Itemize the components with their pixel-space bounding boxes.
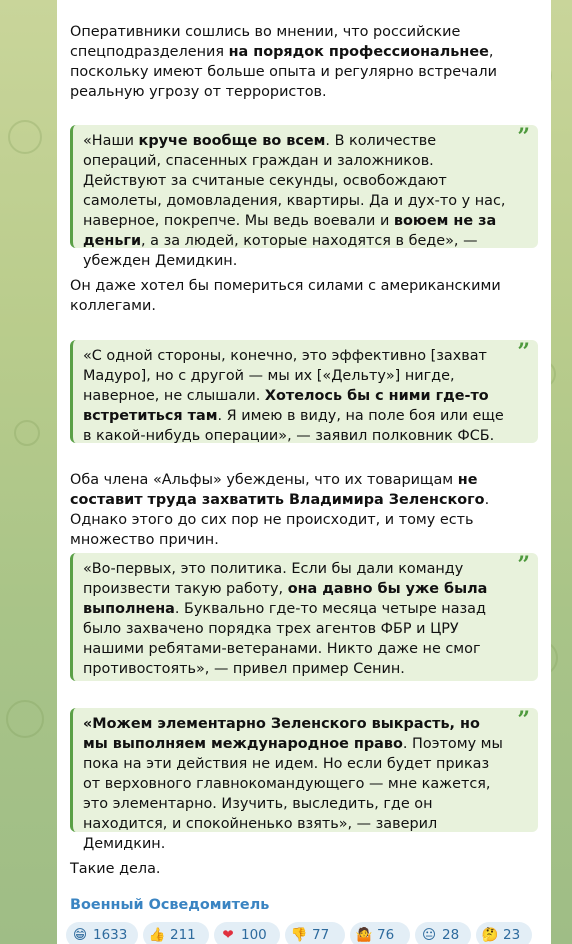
- heart-icon: ❤: [222, 927, 234, 943]
- bold-text: на порядок профессиональнее: [228, 44, 489, 60]
- reactions-bar: [70, 922, 550, 944]
- bold-text: не составит труда захватить Владимира Зеленского: [70, 472, 485, 508]
- reaction-count: 76: [377, 927, 395, 943]
- background-doodle: [6, 700, 44, 738]
- text: . Однако этого до сих пор не происходит, и тому есть множество причин.: [70, 492, 490, 548]
- reaction-thumbs-down[interactable]: [285, 922, 345, 944]
- grinning-face-icon: 😁: [72, 927, 88, 943]
- quote-icon: ”: [517, 552, 530, 578]
- bold-text: она давно бы уже была выполнена: [83, 581, 488, 617]
- message-card: [57, 0, 551, 944]
- quote-icon: ”: [517, 124, 530, 150]
- shrug-icon: 🤷: [355, 927, 373, 943]
- reaction-count: 28: [442, 927, 460, 943]
- reaction-count: 100: [241, 927, 267, 943]
- neutral-face-icon: 😐: [421, 927, 437, 943]
- quote-icon: ”: [517, 707, 530, 733]
- text: Оперативники сошлись во мнении, что российские спецподразделения: [70, 24, 461, 60]
- reaction-heart[interactable]: [214, 922, 280, 944]
- reaction-laugh[interactable]: [66, 922, 138, 944]
- reaction-neutral[interactable]: [415, 922, 471, 944]
- text: Оба члена «Альфы» убеждены, что их товарищам: [70, 472, 458, 488]
- bold-text: воюем не за деньги: [83, 213, 497, 249]
- reaction-shrug[interactable]: [350, 922, 410, 944]
- text: . Поэтому мы пока на эти действия не идем. Но если будет приказ от верховного главнокомандующего — мне кажется, это элементарно. Изучить, выследить, где он находится, и спокойненько взять», — заверил Демидкин.: [83, 736, 503, 852]
- reaction-count: 211: [170, 927, 196, 943]
- reaction-count: 77: [312, 927, 330, 943]
- text: «С одной стороны, конечно, это эффективно [захват Мадуро], но с другой — мы их [«Дельту»] нигде, наверное, не слышали.: [83, 348, 487, 404]
- reaction-thinking[interactable]: [476, 922, 532, 944]
- text: , поскольку имеют больше опыта и регулярно встречали реальную угрозу от террористов.: [70, 44, 497, 100]
- reaction-thumbs-up[interactable]: [143, 922, 209, 944]
- text: . Я имею в виду, на поле боя или еще в какой-нибудь операции», — заявил полковник ФСБ.: [83, 408, 504, 444]
- paragraph-3: [70, 470, 536, 550]
- quote-block-2: [70, 340, 538, 443]
- background-doodle: [8, 120, 42, 154]
- quote-block-4: [70, 707, 538, 852]
- bold-text: «Можем элементарно Зеленского выкрасть, но мы выполняем международное право: [83, 716, 480, 752]
- text: «Наши: [83, 133, 139, 149]
- channel-name-link[interactable]: Военный Осведомитель: [70, 897, 270, 913]
- text: . В количестве операций, спасенных граждан и заложников. Действуют за считаные секунды, освобождают самолеты, домовладения, квартиры. Да и дух-то у нас, наверное, покрепче. Мы ведь воевали и: [83, 133, 506, 229]
- text: . Буквально где-то месяца четыре назад было захвачено порядка трех агентов ФБР и ЦРУ нашими ребятами-ветеранами. Никто даже не смог противостоять», — привел пример Сенин.: [83, 601, 486, 677]
- thumbs-down-icon: 👎: [290, 927, 308, 943]
- bold-text: круче вообще во всем: [138, 133, 326, 149]
- reaction-count: 23: [503, 927, 521, 943]
- quote-icon: ”: [517, 339, 530, 365]
- paragraph-1: [70, 22, 536, 102]
- background-doodle: [14, 420, 40, 446]
- paragraph-4: Такие дела.: [70, 861, 161, 877]
- thumbs-up-icon: 👍: [148, 927, 166, 943]
- thinking-face-icon: 🤔: [481, 927, 499, 943]
- text: , а за людей, которые находятся в беде», — убежден Демидкин.: [83, 233, 478, 269]
- text: «Во-первых, это политика. Если бы дали команду произвести такую работу,: [83, 561, 464, 597]
- reaction-count: 1633: [93, 927, 128, 943]
- paragraph-2: Он даже хотел бы помериться силами с американскими коллегами.: [70, 278, 501, 314]
- quote-block-3: [70, 553, 538, 681]
- quote-block-1: [70, 124, 538, 269]
- bold-text: Хотелось бы с ними где-то встретиться там: [83, 388, 489, 424]
